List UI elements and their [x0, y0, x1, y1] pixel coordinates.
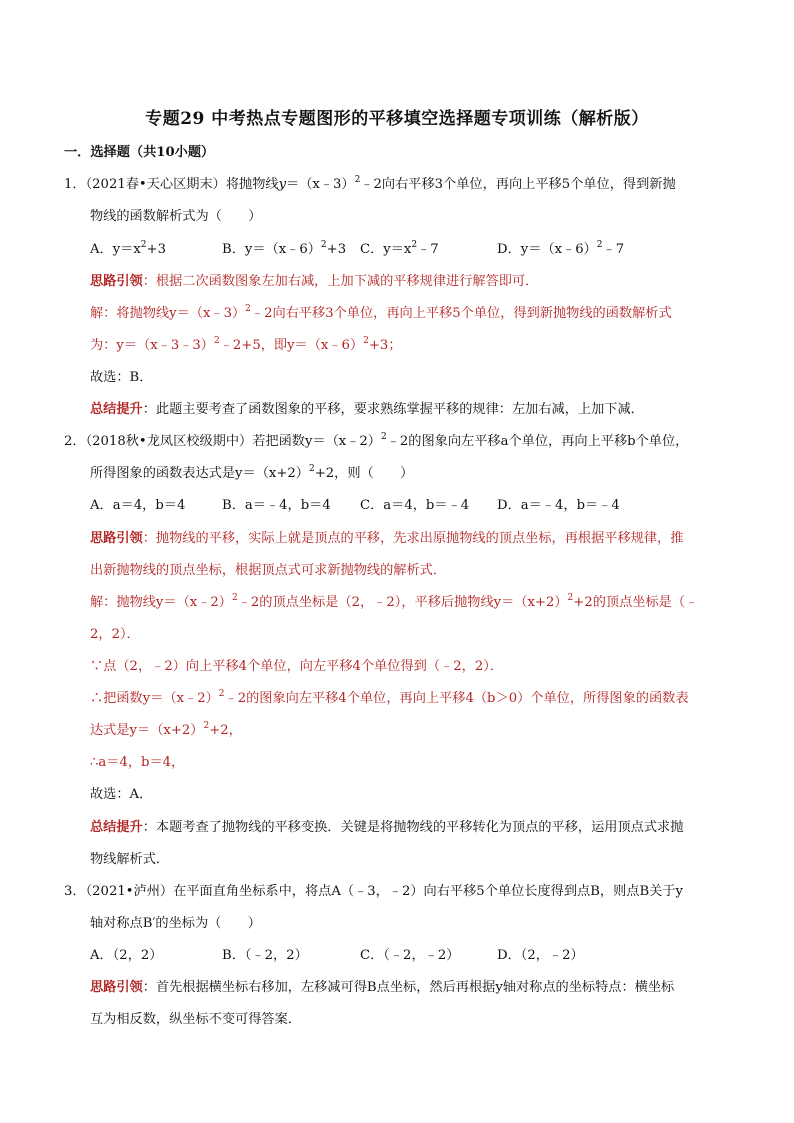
- page-title: 专题29 中考热点专题图形的平移填空选择题专项训练（解析版）: [145, 109, 649, 129]
- q3-hint-line1: 思路引领：首先根据横坐标右移加，左移减可得B点坐标，然后再根据y轴对称点的坐标特点：横坐标: [90, 980, 675, 995]
- q1-summary: 总结提升：此题主要考查了函数图象的平移，要求熟练掌握平移的规律：左加右减，上加下减．: [90, 402, 644, 417]
- q1-stem-line1: 1．（2021春•天心区期末）将抛物线y＝（x﹣3）$^2$﹣2向右平移3个单位，再向上平移5个单位，得到新抛: [64, 175, 676, 192]
- q2-summary-line2: 物线解析式．: [90, 852, 170, 867]
- q2-answer: 故选：A．: [90, 787, 153, 802]
- q3-option-a: A．（2，2）: [90, 948, 163, 963]
- q2-solution-line1: 解：抛物线y＝（x﹣2）$^2$﹣2的顶点坐标是（2，﹣2），平移后抛物线$y=(x+2)^2+2$的顶点坐标是（﹣: [90, 593, 699, 610]
- q2-solution-line4: ∴把函数y＝（x﹣2）$^2$﹣2的图象向左平移4个单位，再向上平移4（b＞0）个单位，所得图象的函数表: [90, 689, 689, 706]
- q3-stem-line2: 轴对称点B′的坐标为（ ）: [90, 916, 261, 931]
- q2-solution-line3: ∵点（2，﹣2）向上平移4个单位，向左平移4个单位得到（﹣2，2）．: [90, 659, 503, 674]
- q3-option-b: B．（﹣2，2）: [222, 948, 308, 963]
- q1-solution-line1: 解：将抛物线y＝（x﹣3）$^2$﹣2向右平移3个单位，再向上平移5个单位，得到新抛物线的函数解析式: [90, 304, 672, 321]
- q2-solution-line5: 达式是$y=(x+2)^2+2$，: [90, 721, 242, 738]
- q2-stem-line2: 所得图象的函数表达式是$y=(x+2)^2+2$，则（ ）: [90, 464, 414, 481]
- section-heading: 一．选择题（共10小题）: [64, 145, 215, 160]
- q1-option-c: C．$y=x^2﹣7$: [360, 240, 439, 257]
- q1-option-d: D．y＝（x﹣6）$^2$﹣7: [497, 240, 625, 257]
- q2-option-c: C．a＝4，b＝﹣4: [360, 498, 470, 513]
- q3-option-d: D．（2，﹣2）: [497, 948, 584, 963]
- q2-option-d: D．a＝﹣4，b＝﹣4: [497, 498, 620, 513]
- q2-option-a: A．a＝4，b＝4: [90, 498, 186, 513]
- q1-hint: 思路引领：根据二次函数图象左加右减，上加下减的平移规律进行解答即可．: [90, 274, 539, 289]
- q1-solution-line2: 为：y＝（x﹣3﹣3）$^2$﹣2+5，即y＝（x﹣6）$^2$+3；: [90, 336, 402, 353]
- q2-hint-line1: 思路引领：抛物线的平移，实际上就是顶点的平移，先求出原抛物线的顶点坐标，再根据平移规律，推: [90, 531, 684, 546]
- q3-hint-line2: 互为相反数，纵坐标不变可得答案．: [90, 1012, 301, 1027]
- q2-solution-line2: 2，2）．: [90, 627, 140, 642]
- q3-option-c: C．（﹣2，﹣2）: [360, 948, 460, 963]
- q1-option-b: B．y＝（x﹣6）$^2$+3: [222, 240, 347, 257]
- q1-answer: 故选：B．: [90, 370, 153, 385]
- q2-hint-line2: 出新抛物线的顶点坐标，根据顶点式可求新抛物线的解析式．: [90, 563, 447, 578]
- q3-stem-line1: 3．（2021•泸州）在平面直角坐标系中，将点A（﹣3，﹣2）向右平移5个单位长度得到点B，则点B关于y: [64, 884, 683, 899]
- q2-summary-line1: 总结提升：本题考查了抛物线的平移变换．关键是将抛物线的平移转化为顶点的平移，运用顶点式求抛: [90, 820, 684, 835]
- q2-stem-line1: 2．（2018秋•龙凤区校级期中）若把函数y＝（x﹣2）$^2$﹣2的图象向左平移a个单位，再向上平移b个单位，: [64, 432, 689, 449]
- q2-solution-line6: ∴a＝4，b＝4，: [90, 755, 185, 770]
- q1-stem-line2: 物线的函数解析式为（ ）: [90, 209, 262, 224]
- q1-option-a: A．$y=x^2+3$: [90, 240, 166, 257]
- q2-option-b: B．a＝﹣4，b＝4: [222, 498, 331, 513]
